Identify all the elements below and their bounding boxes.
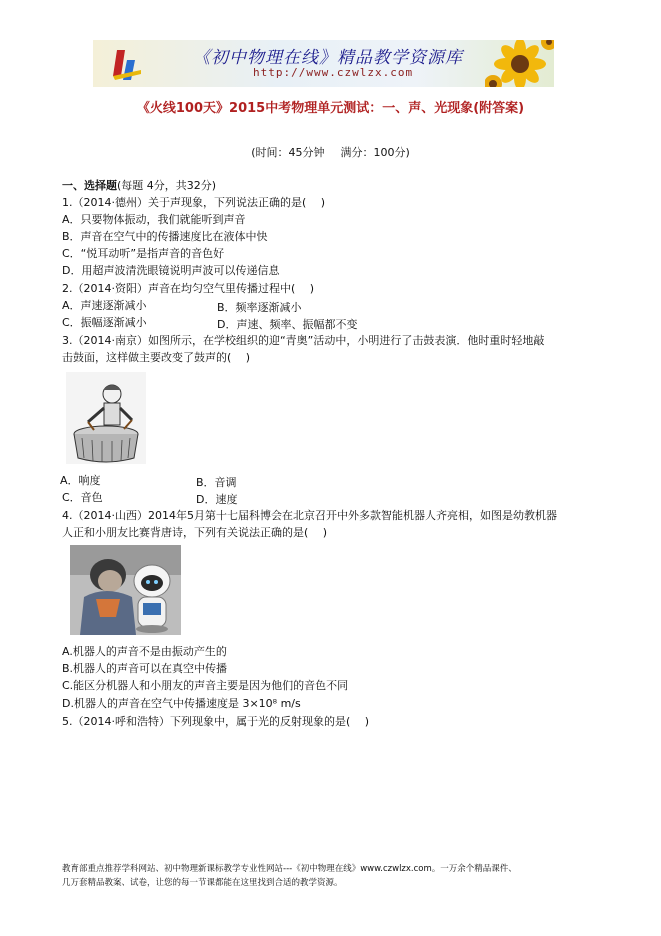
drummer-illustration bbox=[66, 372, 146, 464]
question-3-stem-line-1: 3.（2014·南京）如图所示，在学校组织的迎“青奥”活动中，小明进行了击鼓表演．他时重时轻地敲 bbox=[62, 334, 545, 347]
question-3-option-a: A．响度 bbox=[60, 474, 101, 487]
question-4-option-a: A.机器人的声音不是由振动产生的 bbox=[62, 645, 227, 658]
question-4-stem-line-2: 人正和小朋友比赛背唐诗，下列有关说法正确的是( ) bbox=[62, 526, 328, 539]
robot-and-child-photo bbox=[70, 545, 181, 635]
question-3-option-c: C．音色 bbox=[62, 491, 103, 504]
time-limit: (时间：45分钟 bbox=[251, 146, 325, 159]
banner-title: 《初中物理在线》精品教学资源库 bbox=[193, 48, 463, 68]
question-2-option-b: B．频率逐渐减小 bbox=[217, 301, 302, 314]
question-1-option-b: B．声音在空气中的传播速度比在液体中快 bbox=[62, 230, 268, 243]
question-1-option-c: C．“悦耳动听”是指声音的音色好 bbox=[62, 247, 225, 260]
question-2-option-a: A．声速逐渐减小 bbox=[62, 299, 147, 312]
question-1-option-a: A．只要物体振动，我们就能听到声音 bbox=[62, 213, 246, 226]
question-4-option-c: C.能区分机器人和小朋友的声音主要是因为他们的音色不同 bbox=[62, 679, 349, 692]
question-4-option-b: B.机器人的声音可以在真空中传播 bbox=[62, 662, 228, 675]
question-1-option-d: D．用超声波清洗眼镜说明声波可以传递信息 bbox=[62, 264, 280, 277]
section-note: (每题 4分，共32分) bbox=[117, 179, 217, 192]
page-footer bbox=[62, 862, 602, 890]
question-4-option-d: D.机器人的声音在空气中传播速度是 3×10⁸ m/s bbox=[62, 697, 301, 710]
full-score: 满分：100分) bbox=[340, 146, 410, 159]
sunflower-icon bbox=[485, 40, 554, 87]
question-2-stem: 2.（2014·资阳）声音在均匀空气里传播过程中( ) bbox=[62, 282, 315, 295]
section-title: 一、选择题 bbox=[62, 179, 117, 192]
section-heading bbox=[62, 179, 216, 193]
banner-url[interactable]: http://www.czwlzx.com bbox=[253, 66, 414, 79]
question-2-option-d: D．声速、频率、振幅都不变 bbox=[217, 318, 358, 331]
footer-line-1: 教育部重点推荐学科网站、初中物理新课标教学专业性网站---《初中物理在线》www.czwlzx.com。一万余个精品课件、 bbox=[62, 864, 517, 874]
question-3-option-b: B．音调 bbox=[196, 476, 237, 489]
question-3-option-d: D．速度 bbox=[196, 493, 238, 506]
question-2-option-c: C．振幅逐渐减小 bbox=[62, 316, 147, 329]
page-title: 《火线100天》2015中考物理单元测试：一、声、光现象(附答案) bbox=[136, 101, 525, 116]
footer-line-2: 几万套精品教案、试卷，让您的每一节课都能在这里找到合适的教学资源。 bbox=[62, 878, 343, 888]
question-5-stem: 5.（2014·呼和浩特）下列现象中，属于光的反射现象的是( ) bbox=[62, 715, 370, 728]
header-banner bbox=[93, 40, 554, 87]
exam-meta bbox=[0, 144, 661, 160]
site-logo-icon bbox=[111, 46, 145, 82]
question-4-stem-line-1: 4.（2014·山西）2014年5月第十七届科博会在北京召开中外多款智能机器人齐亮相，如图是幼教机器 bbox=[62, 509, 557, 522]
question-3-stem-line-2: 击鼓面，这样做主要改变了鼓声的( ) bbox=[62, 351, 251, 364]
question-1-stem: 1.（2014·德州）关于声现象，下列说法正确的是( ) bbox=[62, 196, 326, 209]
